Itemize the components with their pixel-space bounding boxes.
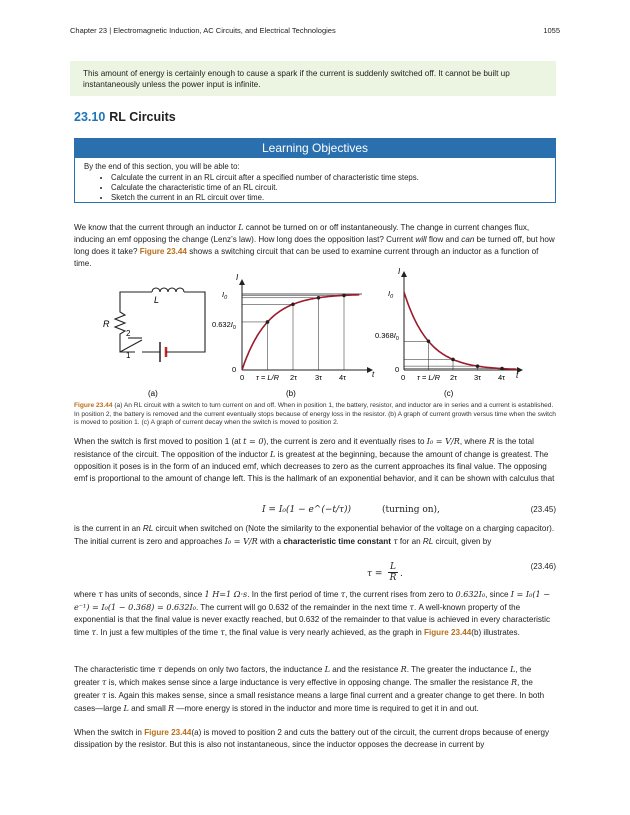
panel-b-label: (b): [286, 389, 296, 398]
chapter-title: Chapter 23 | Electromagnetic Induction, AC Circuits, and Electrical Technologies: [70, 26, 336, 35]
equation-note: (turning on),: [382, 505, 440, 515]
text: and small: [131, 704, 166, 713]
text: . In the first period of time: [247, 590, 339, 599]
zero-label: 0: [232, 365, 237, 374]
text: . The greater the inductance: [406, 665, 508, 674]
math-tau: τ: [340, 589, 346, 599]
curve-points: [427, 340, 504, 371]
text: is, which makes sense since a large inductance is very effective in opposing change. The smaller the resistance: [108, 678, 509, 687]
zero-label: 0: [395, 365, 400, 374]
y-axis-label: I: [236, 273, 239, 282]
text: is greatest at the beginning, because the amount of change is greatest. The opposition it poses is in the form of an induced emf, which decreases to zero as the current approaches its final value. The opposing emf is proportional to the amount of change left. This is the hallmark of an exponential behavior, and it can be shown with calculus that: [74, 450, 555, 483]
text: circuit, given by: [435, 537, 492, 546]
math-L: L: [270, 449, 276, 459]
text-italic: will: [415, 235, 427, 244]
graph-decay: [375, 267, 522, 398]
tick-label: 0: [240, 373, 245, 382]
math-R: R: [511, 677, 518, 687]
math-R: R: [168, 703, 175, 713]
text: shows a switching circuit that can be used to examine current through an inductor as a function of time.: [74, 247, 539, 268]
right-wire: [180, 292, 205, 352]
text: be turned off, but how long does it take?: [74, 235, 555, 256]
decay-curve: [404, 292, 517, 369]
equation-number: (23.46): [530, 562, 556, 571]
graph-growth: [212, 273, 375, 398]
x-axis-label: t: [516, 371, 519, 380]
text: flow and: [428, 235, 460, 244]
text: When the switch is first moved to position 1 (at: [74, 437, 241, 446]
math-units: 1 H=1 Ω·s: [204, 589, 248, 599]
paragraph-units: [74, 588, 556, 639]
curve-point: [342, 294, 346, 298]
equation-lhs: τ =: [367, 569, 383, 579]
i0-label: $I_0$: [388, 289, 394, 300]
math-R: R: [488, 436, 495, 446]
x-axis-label: t: [372, 370, 375, 379]
text: and the resistance: [332, 665, 399, 674]
section-number: 23.10: [74, 110, 106, 124]
math-L: L: [510, 664, 516, 674]
text: has units of seconds, since: [105, 590, 203, 599]
text: (a) is moved to position 2 and cuts the battery out of the circuit, the current drops because of energy dissipation by the resistor. But this is also not instantaneous, since the inductor opposes the decrease in current by: [74, 728, 550, 749]
grid-lines: [404, 341, 502, 370]
text: for an: [399, 537, 421, 546]
figure-caption: [74, 402, 556, 428]
learning-objectives-intro: By the end of this section, you will be able to:: [84, 162, 240, 171]
math-tau: τ: [409, 602, 414, 612]
objective-item: • Sketch the current in an RL circuit over time.: [111, 193, 555, 203]
key-term: characteristic time constant: [283, 537, 391, 546]
resistor-zigzag-icon: [115, 296, 135, 352]
text: where: [74, 590, 97, 599]
math-tau: τ: [157, 664, 163, 674]
text: —more energy is stored in the inductor and more time is required to get it in and out.: [176, 704, 479, 713]
growth-curve: [242, 295, 359, 370]
text-italic: RL: [142, 524, 154, 533]
equation-number: (23.45): [530, 505, 556, 514]
grid-lines: [242, 295, 344, 370]
fraction-denominator: R: [389, 573, 397, 583]
i0-label: $I_0$: [222, 290, 228, 301]
math-i0: I₀ = V/R: [224, 536, 258, 546]
text: , the final value is very nearly achieved, as the graph in: [224, 628, 422, 637]
text: When the switch in: [74, 728, 142, 737]
text: , the current rises from zero to: [345, 590, 454, 599]
tick-label: 3τ: [474, 373, 482, 382]
mid-label: $0.632I_0$: [212, 320, 236, 331]
paragraph-switch-on: [74, 435, 556, 485]
switch-pos1-label: 1: [126, 351, 131, 360]
text: . A well-known property of the exponential is that the final value is never exactly reached, but 0.632 of the remainder to that value is achieved in every characteristic time: [74, 603, 551, 637]
text: , since: [485, 590, 509, 599]
math-tau: τ: [98, 589, 103, 599]
math-tau: τ: [220, 627, 225, 637]
paragraph-switch-off: [74, 727, 556, 751]
math-tau: τ: [101, 677, 107, 687]
tick-label: 4τ: [339, 373, 347, 382]
curve-point: [476, 364, 480, 368]
text: , the greater: [74, 678, 533, 700]
curve-point: [317, 296, 321, 300]
fraction-numerator: L: [388, 562, 398, 573]
text: cannot be turned on or off instantaneously. The change in current changes flux, inducing an emf opposing the change (Lenz’s law). How long does the opposition last? Current: [74, 223, 530, 244]
math-t0: t = 0: [243, 436, 264, 446]
caption-ref: Figure 23.44: [74, 402, 113, 409]
text: . The current will go 0.632 of the remainder in the next time: [195, 603, 408, 612]
tick-label: 2τ: [450, 373, 458, 382]
text: is the total resistance of the circuit. The opposition of the inductor: [74, 437, 534, 459]
inductor-coil-icon: [152, 288, 184, 292]
mid-label: $0.368I_0$: [375, 331, 399, 342]
curve-point: [427, 340, 431, 344]
math-L: L: [123, 703, 129, 713]
section-title: RL Circuits: [109, 110, 176, 124]
objective-item: • Calculate the characteristic time of an RL circuit.: [111, 183, 555, 193]
inductor-label: L: [154, 295, 160, 305]
text: is. Again this makes sense, since a small resistance means a large final current and a greater change to get there. In both cases—large: [74, 691, 545, 713]
equation-expression: I = I₀(1 − e^(−t/τ)): [262, 505, 352, 515]
curve-point: [291, 302, 295, 306]
text: , the greater: [74, 665, 532, 687]
math-tau: τ: [101, 690, 107, 700]
math-value: 0.632I₀: [455, 589, 486, 599]
math-tau: τ: [393, 536, 398, 546]
figure-link[interactable]: Figure 23.44: [139, 247, 187, 256]
switch-pos2-label: 2: [126, 329, 131, 338]
tick-label: τ = L/R: [256, 373, 280, 382]
tick-label: 0: [401, 373, 406, 382]
math-equation: I = I₀(1 − e⁻¹) = I₀(1 − 0.368) = 0.632I₀: [74, 589, 550, 612]
tick-label: 4τ: [498, 373, 506, 382]
math-L: L: [324, 664, 330, 674]
curve-point: [266, 320, 270, 324]
math-i0: I₀ = V/R: [426, 436, 460, 446]
text: depends on only two factors, the inductance: [164, 665, 323, 674]
figure-link[interactable]: Figure 23.44: [424, 628, 472, 637]
panel-c-label: (c): [444, 389, 454, 398]
tick-label: τ = L/R: [417, 373, 441, 382]
text-italic: can: [461, 235, 475, 244]
resistor-label: R: [103, 319, 110, 329]
curve-points: [266, 294, 346, 324]
learning-objectives-heading: Learning Objectives: [75, 139, 555, 158]
text: ), the current is zero and it eventually rises to: [263, 437, 425, 446]
y-axis-label: I: [398, 267, 401, 276]
curve-point: [500, 367, 504, 371]
equation-period: .: [400, 569, 403, 579]
text: , where: [459, 437, 487, 446]
text: The characteristic time: [74, 665, 156, 674]
math-R: R: [400, 664, 407, 674]
paragraph-time-constant: [74, 523, 556, 548]
objective-item: • Calculate the current in an RL circuit after a specified number of characteristic time steps.: [111, 173, 555, 183]
tick-label: 3τ: [315, 373, 323, 382]
caption-text: (a) An RL circuit with a switch to turn current on and off. When in position 1, the battery, resistor, and inductor are in series and a current is established. In position 2, the battery is removed and the current eventually stops because of energy loss in the resistor. (b) A graph of current growth versus time when the switch is moved to position 1. (c) A graph of current decay when the switch is moved to position 2.: [74, 402, 556, 426]
math-L: L: [238, 222, 244, 232]
text: is the current in an: [74, 524, 141, 533]
tick-label: 2τ: [290, 373, 298, 382]
figure-link[interactable]: Figure 23.44: [144, 728, 192, 737]
text: (b) illustrates.: [471, 628, 520, 637]
math-tau: τ: [91, 627, 97, 637]
top-wire: [120, 292, 152, 296]
fraction: [388, 562, 398, 583]
note-box: This amount of energy is certainly enough to cause a spark if the current is suddenly switched off. It cannot be built up instantaneously unless the power input is infinite.: [70, 61, 556, 96]
panel-a-label: (a): [148, 389, 158, 398]
text: with a: [260, 537, 282, 546]
paragraph-factors: [74, 663, 556, 715]
curve-point: [451, 358, 455, 362]
text-italic: RL: [422, 537, 434, 546]
page-number: 1055: [543, 26, 560, 35]
text: We know that the current through an inductor: [74, 223, 236, 232]
switch-blade: [120, 340, 142, 352]
text: circuit when switched on (Note the similarity to the exponential behavior of the voltage on a charging capacitor). The initial current is zero and approaches: [74, 524, 555, 546]
text: . In just a few multiples of the time: [96, 628, 218, 637]
